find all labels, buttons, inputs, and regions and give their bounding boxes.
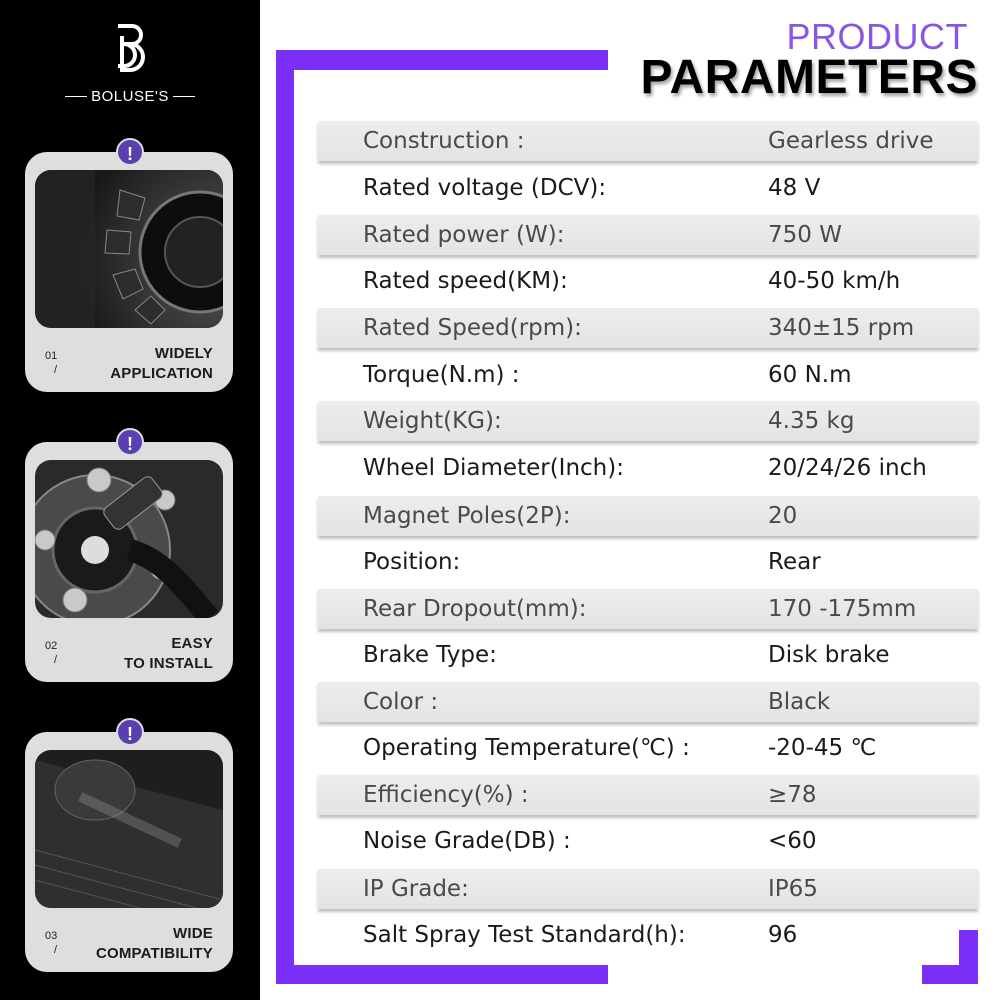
heading-product: PRODUCT	[786, 16, 968, 57]
param-row	[318, 775, 978, 815]
brand-name: BOLUSE'S	[91, 88, 169, 105]
param-row	[318, 635, 978, 675]
param-row	[318, 869, 978, 909]
heading-parameters: PARAMETERS	[640, 51, 978, 104]
param-label: Rated power (W):	[363, 222, 565, 248]
param-label: Rated voltage (DCV):	[363, 175, 607, 201]
logo-rule-right	[173, 96, 195, 97]
param-label: Salt Spray Test Standard(h):	[363, 922, 686, 948]
feature-card-1	[25, 144, 233, 392]
param-value: 750 W	[768, 222, 842, 248]
feature-card-2	[25, 434, 233, 682]
param-label: IP Grade:	[363, 876, 469, 902]
param-row	[318, 401, 978, 441]
param-label: Brake Type:	[363, 642, 497, 668]
param-label: Construction :	[363, 128, 525, 154]
feature-caption-line1: WIDE	[173, 925, 213, 942]
param-label: Operating Temperature(℃) :	[363, 735, 690, 761]
feature-slash: /	[54, 654, 58, 666]
param-value: 170 -175mm	[768, 596, 917, 622]
feature-caption-line1: EASY	[171, 635, 213, 652]
param-value: -20-45 ℃	[768, 735, 877, 761]
frame-left-bar	[276, 50, 294, 984]
motor-label-photo	[35, 750, 223, 908]
param-label: Color :	[363, 689, 439, 715]
param-label: Position:	[363, 549, 461, 575]
info-badge-icon: !	[116, 718, 144, 746]
param-row	[318, 355, 978, 395]
feature-caption-line2: COMPATIBILITY	[95, 945, 213, 962]
param-value: 96	[768, 922, 798, 948]
frame-bottom-bar	[276, 965, 608, 984]
param-value: 4.35 kg	[768, 408, 855, 434]
param-label: Noise Grade(DB) :	[363, 828, 571, 854]
motor-hub-photo	[35, 170, 223, 328]
param-value: Rear	[768, 549, 821, 575]
param-row	[318, 682, 978, 722]
frame-top-bar	[276, 50, 608, 70]
brand-logo-mark-icon	[110, 22, 150, 78]
param-value: 340±15 rpm	[768, 315, 915, 341]
param-value: 20/24/26 inch	[768, 455, 927, 481]
param-row	[318, 308, 978, 348]
sidebar	[0, 0, 260, 1000]
param-value: ≥78	[768, 782, 817, 808]
param-value: <60	[768, 828, 817, 854]
param-row	[318, 542, 978, 582]
param-label: Efficiency(%) :	[363, 782, 529, 808]
param-label: Rear Dropout(mm):	[363, 596, 587, 622]
param-label: Rated Speed(rpm):	[363, 315, 582, 341]
logo-rule-left	[65, 96, 87, 97]
feature-number: 02	[45, 640, 58, 652]
info-badge-icon: !	[116, 428, 144, 456]
brand-logo	[50, 22, 210, 105]
param-row	[318, 728, 978, 768]
param-label: Rated speed(KM):	[363, 268, 568, 294]
param-value: Gearless drive	[768, 128, 934, 154]
param-label: Weight(KG):	[363, 408, 502, 434]
param-value: 48 V	[768, 175, 821, 201]
param-value: 60 N.m	[768, 362, 852, 388]
param-value: IP65	[768, 876, 818, 902]
info-badge-icon: !	[116, 138, 144, 166]
feature-number: 01	[45, 350, 58, 362]
feature-caption-line2: APPLICATION	[110, 365, 213, 382]
param-row	[318, 589, 978, 629]
feature-number: 03	[45, 930, 58, 942]
param-row	[318, 261, 978, 301]
feature-caption-line1: WIDELY	[154, 345, 213, 362]
param-label: Magnet Poles(2P):	[363, 503, 571, 529]
param-row	[318, 121, 978, 161]
feature-slash: /	[54, 944, 58, 956]
feature-caption-line2: TO INSTALL	[124, 655, 213, 672]
param-label: Torque(N.m) :	[363, 362, 520, 388]
param-value: Disk brake	[768, 642, 890, 668]
param-row	[318, 821, 978, 861]
param-label: Wheel Diameter(Inch):	[363, 455, 624, 481]
param-row	[318, 168, 978, 208]
feature-slash: /	[54, 364, 58, 376]
param-row	[318, 496, 978, 536]
param-row	[318, 448, 978, 488]
param-value: 20	[768, 503, 798, 529]
param-row	[318, 215, 978, 255]
param-value: 40-50 km/h	[768, 268, 901, 294]
axle-cable-photo	[35, 460, 223, 618]
feature-card-3	[25, 724, 233, 972]
param-value: Black	[768, 689, 831, 715]
param-row	[318, 915, 978, 955]
